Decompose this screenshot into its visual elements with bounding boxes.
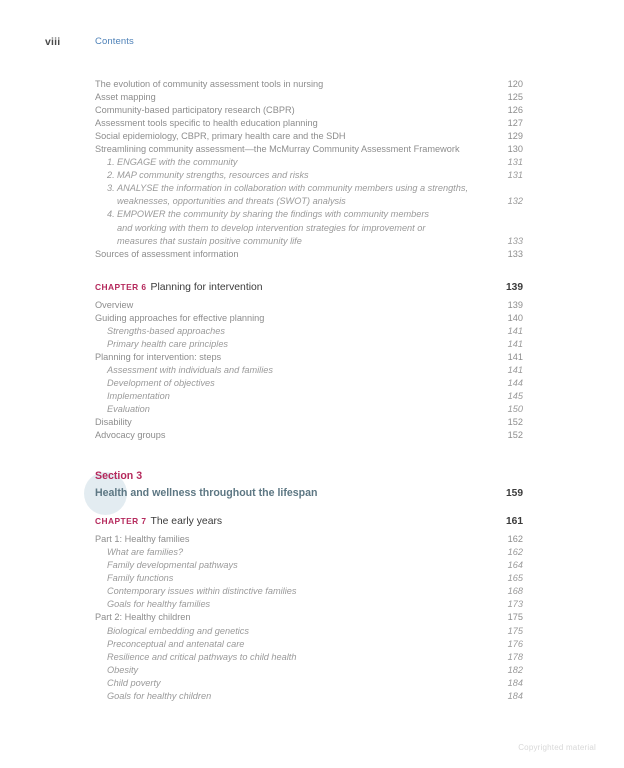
- toc-entry-label: Resilience and critical pathways to child health: [107, 651, 297, 662]
- toc-entry[interactable]: [95, 390, 523, 403]
- toc-entry-label: Disability: [95, 417, 132, 428]
- section-title-row[interactable]: [95, 485, 523, 502]
- step-number: 3.: [107, 183, 115, 194]
- toc-entry[interactable]: [95, 143, 523, 156]
- toc-entry-page: 120: [507, 79, 523, 89]
- toc-entry[interactable]: [95, 598, 523, 611]
- step-line-text: EMPOWER the community by sharing the findings with community members: [117, 209, 429, 220]
- chapter5-tail-entry-list: [95, 78, 523, 156]
- chapter-title: Planning for intervention: [150, 281, 263, 293]
- toc-entry-label: Assessment with individuals and families: [107, 364, 273, 375]
- toc-entry[interactable]: [95, 91, 523, 104]
- toc-entry-label: Asset mapping: [95, 92, 156, 103]
- toc-entry[interactable]: [95, 664, 523, 677]
- toc-entry-page: 162: [507, 534, 523, 545]
- toc-entry-page: 133: [507, 248, 523, 259]
- step-line-text: weaknesses, opportunities and threats (SWOT) analysis: [117, 196, 346, 207]
- toc-entry[interactable]: [95, 364, 523, 377]
- toc-entry-label: Family developmental pathways: [107, 560, 238, 571]
- chapter-page: 139: [506, 281, 523, 293]
- step-number: 2.: [107, 170, 115, 181]
- toc-entry-label: Planning for intervention: steps: [95, 351, 222, 362]
- toc-entry[interactable]: [95, 638, 523, 651]
- toc-entry-page: 125: [507, 92, 523, 103]
- toc-entry[interactable]: [95, 104, 523, 117]
- toc-entry[interactable]: [95, 403, 523, 416]
- toc-entry-sources[interactable]: [95, 248, 523, 261]
- toc-entry[interactable]: [95, 625, 523, 638]
- chapter-label: CHAPTER 6: [95, 281, 147, 292]
- toc-entry-page: 173: [507, 599, 523, 610]
- toc-entry-label: Implementation: [107, 390, 170, 401]
- step-line: [117, 182, 523, 195]
- toc-entry-label: Preconceptual and antenatal care: [107, 638, 245, 649]
- toc-entry-page: 141: [507, 338, 523, 349]
- toc-entry-page: 145: [507, 390, 523, 401]
- toc-entry[interactable]: [95, 677, 523, 690]
- toc-numbered-step[interactable]: [95, 169, 523, 182]
- toc-entry-label: Sources of assessment information: [95, 248, 239, 259]
- toc-entry-label: Obesity: [107, 664, 139, 675]
- spacer: [95, 461, 523, 468]
- spacer: [95, 502, 523, 514]
- toc-entry[interactable]: [95, 130, 523, 143]
- toc-entry[interactable]: [95, 429, 523, 442]
- chapter-heading-6[interactable]: [95, 280, 523, 295]
- toc-entry-page: 129: [507, 131, 523, 142]
- toc-entry[interactable]: [95, 611, 523, 624]
- chapter-title: The early years: [150, 516, 223, 528]
- toc-entry-label: Primary health care principles: [107, 338, 229, 349]
- toc-entry-label: Child poverty: [107, 677, 161, 688]
- framework-step-list: [95, 156, 523, 247]
- step-page: 131: [507, 157, 523, 168]
- copyright-notice: Copyrighted material: [518, 743, 596, 752]
- toc-entry-label: Assessment tools specific to health education planning: [95, 118, 318, 129]
- toc-entry[interactable]: [95, 585, 523, 598]
- toc-entry-page: 184: [507, 677, 523, 688]
- step-line: [117, 156, 523, 169]
- section-label: Section 3: [95, 470, 143, 483]
- toc-entry[interactable]: [95, 572, 523, 585]
- toc-entry[interactable]: [95, 690, 523, 703]
- toc-entry-page: 141: [507, 325, 523, 336]
- chapter6-entry-list: [95, 299, 523, 443]
- toc-entry-label: Goals for healthy children: [107, 690, 212, 701]
- toc-entry-page: 176: [507, 638, 523, 649]
- toc-numbered-step[interactable]: [95, 156, 523, 169]
- section-title: Health and wellness throughout the lifespan: [95, 487, 318, 500]
- table-of-contents: [95, 78, 523, 703]
- chapter7-entry-list: [95, 533, 523, 703]
- toc-entry[interactable]: [95, 312, 523, 325]
- toc-numbered-step[interactable]: [95, 208, 523, 247]
- toc-entry-label: Advocacy groups: [95, 430, 166, 441]
- toc-entry-label: Development of objectives: [107, 377, 215, 388]
- step-line: [117, 235, 523, 248]
- step-line: [117, 169, 523, 182]
- toc-entry[interactable]: [95, 78, 523, 91]
- toc-entry[interactable]: [95, 651, 523, 664]
- toc-entry-page: 178: [507, 651, 523, 662]
- toc-entry[interactable]: [95, 546, 523, 559]
- toc-entry-page: 130: [507, 144, 523, 155]
- toc-entry[interactable]: [95, 117, 523, 130]
- toc-entry-label: What are families?: [107, 547, 184, 558]
- running-head-title: Contents: [95, 36, 134, 47]
- toc-entry-page: 141: [507, 351, 523, 362]
- toc-entry-page: 152: [507, 430, 523, 441]
- toc-entry-label: Biological embedding and genetics: [107, 625, 249, 636]
- toc-entry-label: Goals for healthy families: [107, 599, 211, 610]
- running-head: [0, 36, 624, 52]
- toc-entry[interactable]: [95, 416, 523, 429]
- toc-entry-label: Social epidemiology, CBPR, primary health care and the SDH: [95, 131, 346, 142]
- toc-entry-label: Evaluation: [107, 404, 150, 415]
- spacer: [95, 442, 523, 461]
- step-number: 4.: [107, 209, 115, 220]
- toc-entry-page: 126: [507, 105, 523, 116]
- toc-entry-label: The evolution of community assessment tools in nursing: [95, 79, 324, 89]
- spacer: [95, 261, 523, 280]
- page-folio: viii: [45, 36, 61, 48]
- toc-entry[interactable]: [95, 559, 523, 572]
- toc-entry[interactable]: [95, 299, 523, 312]
- toc-entry-label: Overview: [95, 299, 134, 310]
- toc-entry-page: 127: [507, 118, 523, 129]
- toc-entry-page: 168: [507, 586, 523, 597]
- toc-numbered-step[interactable]: [95, 182, 523, 208]
- toc-entry-label: Guiding approaches for effective planning: [95, 312, 265, 323]
- toc-entry-page: 144: [507, 377, 523, 388]
- toc-entry-label: Part 1: Healthy families: [95, 534, 190, 545]
- toc-entry-label: Contemporary issues within distinctive families: [107, 586, 297, 597]
- step-line: [117, 195, 523, 208]
- section-page: 159: [506, 488, 523, 500]
- toc-entry-label: Family functions: [107, 573, 174, 584]
- chapter-heading-7[interactable]: [95, 514, 523, 529]
- chapter-page: 161: [506, 516, 523, 528]
- toc-entry-page: 139: [507, 299, 523, 310]
- toc-entry-label: Part 2: Healthy children: [95, 612, 191, 623]
- step-line-text: MAP community strengths, resources and risks: [117, 170, 309, 181]
- toc-entry[interactable]: [95, 338, 523, 351]
- toc-entry-page: 184: [507, 690, 523, 701]
- toc-entry-page: 162: [507, 547, 523, 558]
- section-heading-3: [95, 468, 523, 502]
- toc-entry[interactable]: [95, 325, 523, 338]
- toc-entry-page: 175: [507, 625, 523, 636]
- toc-entry-page: 175: [507, 612, 523, 623]
- step-line-text: ANALYSE the information in collaboration with community members using a strengths,: [117, 183, 468, 194]
- toc-entry[interactable]: [95, 377, 523, 390]
- step-page: 132: [507, 196, 523, 207]
- step-number: 1.: [107, 157, 115, 168]
- toc-entry-page: 164: [507, 560, 523, 571]
- toc-entry[interactable]: [95, 351, 523, 364]
- step-line-text: and working with them to develop intervention strategies for improvement or: [117, 222, 426, 233]
- step-line: [117, 208, 523, 221]
- step-page: 131: [507, 170, 523, 181]
- toc-entry-page: 165: [507, 573, 523, 584]
- toc-entry-label: Streamlining community assessment—the McMurray Community Assessment Framework: [95, 144, 460, 155]
- toc-entry-page: 141: [507, 364, 523, 375]
- toc-entry-label: Strengths-based approaches: [107, 325, 225, 336]
- toc-entry-page: 152: [507, 417, 523, 428]
- step-line: [117, 222, 523, 235]
- toc-entry-label: Community-based participatory research (CBPR): [95, 105, 295, 116]
- toc-entry-page: 140: [507, 312, 523, 323]
- chapter-label: CHAPTER 7: [95, 516, 147, 527]
- toc-entry[interactable]: [95, 533, 523, 546]
- toc-entry-page: 182: [507, 664, 523, 675]
- step-line-text: measures that sustain positive community life: [117, 235, 302, 246]
- step-page: 133: [507, 235, 523, 246]
- toc-entry-page: 150: [507, 404, 523, 415]
- step-line-text: ENGAGE with the community: [117, 157, 238, 168]
